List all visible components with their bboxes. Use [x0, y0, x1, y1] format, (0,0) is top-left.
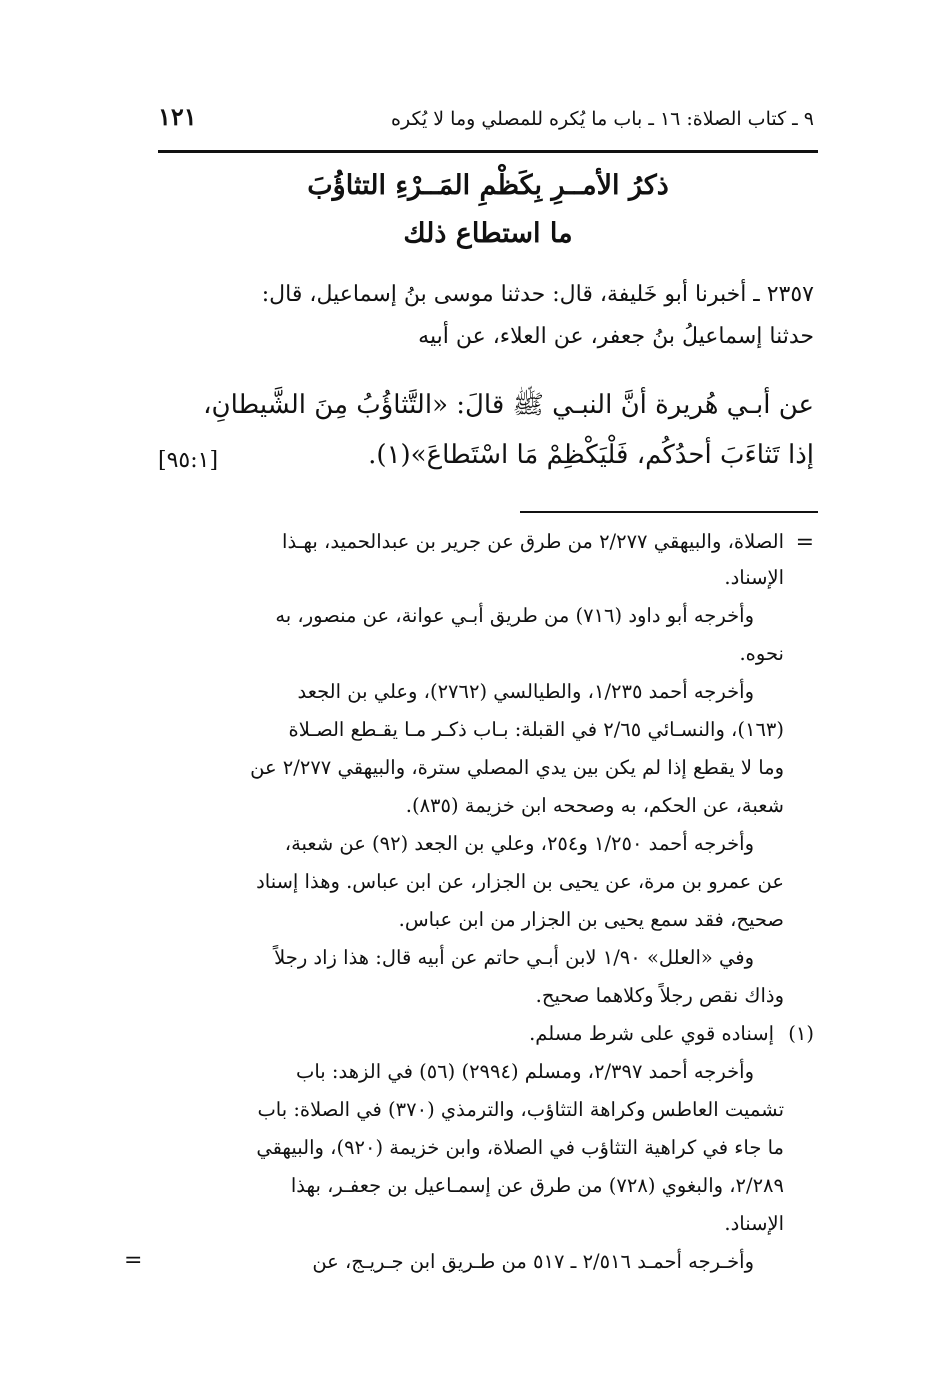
header-divider — [158, 150, 818, 153]
footnote-number: (١) — [788, 1022, 814, 1045]
footnote-line: وفي «العلل» ١/٩٠ لابن أبـي حاتم عن أبيه قال: هذا زاد رجلاً — [274, 946, 754, 969]
footnote-line: ٢/٢٨٩، والبغوي (٧٢٨) من طرق عن إسمـاعيل بن جعفـر، بهذا — [290, 1174, 784, 1197]
page-number: ١٢١ — [158, 102, 197, 131]
footnote-line: ما جاء في كراهية التثاؤب في الصلاة، وابن خزيمة (٩٢٠)، والبيهقي — [256, 1136, 784, 1159]
footnote-line: صحيح، فقد سمع يحيى بن الجزار من ابن عباس. — [398, 908, 784, 931]
footnote-line: وأخرجه أحمد ١/٢٥٠ و٢٥٤، وعلي بن الجعد (٩٢) عن شعبة، — [284, 832, 754, 855]
hadith-matn-line: عن أبـي هُريرة أنَّ النبـي ﷺ قالَ: «التَّثاؤُبُ مِنَ الشَّيطانِ، — [203, 390, 814, 420]
hadith-matn-line: إذا تَثاءَبَ أحدُكُم، فَلْيَكْظِمْ مَا اسْتَطاعَ»(١). — [368, 440, 814, 470]
footnote-line: الإسناد. — [724, 1212, 784, 1235]
footnote-end-marker: = — [124, 1248, 143, 1273]
footnote-line: وأخـرجه أحمـد ٢/٥١٦ ـ ٥١٧ من طـريق ابن جـريـج، عن — [312, 1250, 754, 1273]
chapter-title: ذكرُ الأمــرِ بِكَظْمِ المَــرْءِ التثاؤُبَ — [307, 170, 669, 201]
footnote-line: الصلاة، والبيهقي ٢/٢٧٧ من طرق عن جرير بن عبدالحميد، بهـذا — [282, 530, 784, 553]
footnote-line: وأخرجه أحمد ١/٢٣٥، والطيالسي (٢٧٦٢)، وعلي بن الجعد — [297, 680, 754, 703]
chapter-subtitle: ما استطاع ذلك — [403, 218, 573, 249]
footnote-line: (١٦٣)، والنسـائي ٢/٦٥ في القبلة: بـاب ذكـر مـا يقـطع الصـلاة — [288, 718, 784, 741]
hadith-isnad-line: ٢٣٥٧ ـ أخبرنا أبو خَليفة، قال: حدثنا موسى بنُ إسماعيل، قال: — [261, 282, 814, 307]
hadith-isnad-line: حدثنا إسماعيلُ بنُ جعفر، عن العلاء، عن أبيه — [418, 324, 814, 349]
running-title: ٩ ـ كتاب الصلاة: ١٦ ـ باب ما يُكره للمصلي وما لا يُكره — [391, 108, 814, 130]
footnote-line: تشميت العاطس وكراهة التثاؤب، والترمذي (٣٧٠) في الصلاة: باب — [257, 1098, 784, 1121]
footnote-line: وما لا يقطع إذا لم يكن بين يدي المصلي سترة، والبيهقي ٢/٢٧٧ عن — [250, 756, 784, 779]
footnote-line: الإسناد. — [724, 566, 784, 589]
footnote-line: وأخرجه أبو داود (٧١٦) من طريق أبـي عوانة، عن منصور، به — [275, 604, 754, 627]
hadith-reference: [٩٥:١] — [158, 448, 219, 473]
footnote-line: عن عمرو بن مرة، عن يحيى بن الجزار، عن ابن عباس. وهذا إسناد — [256, 870, 784, 893]
footnote-divider — [520, 511, 818, 513]
footnote-line: وأخرجه أحمد ٢/٣٩٧، ومسلم (٢٩٩٤) (٥٦) في الزهد: باب — [295, 1060, 754, 1083]
footnote-line: إسناده قوي على شرط مسلم. — [529, 1022, 774, 1045]
footnote-line: شعبة، عن الحكم، به وصححه ابن خزيمة (٨٣٥). — [405, 794, 784, 817]
footnote-continuation-marker: = — [795, 530, 814, 555]
footnote-line: نحوه. — [739, 642, 784, 665]
footnote-line: وذاك نقص رجلاً وكلاهما صحيح. — [535, 984, 784, 1007]
